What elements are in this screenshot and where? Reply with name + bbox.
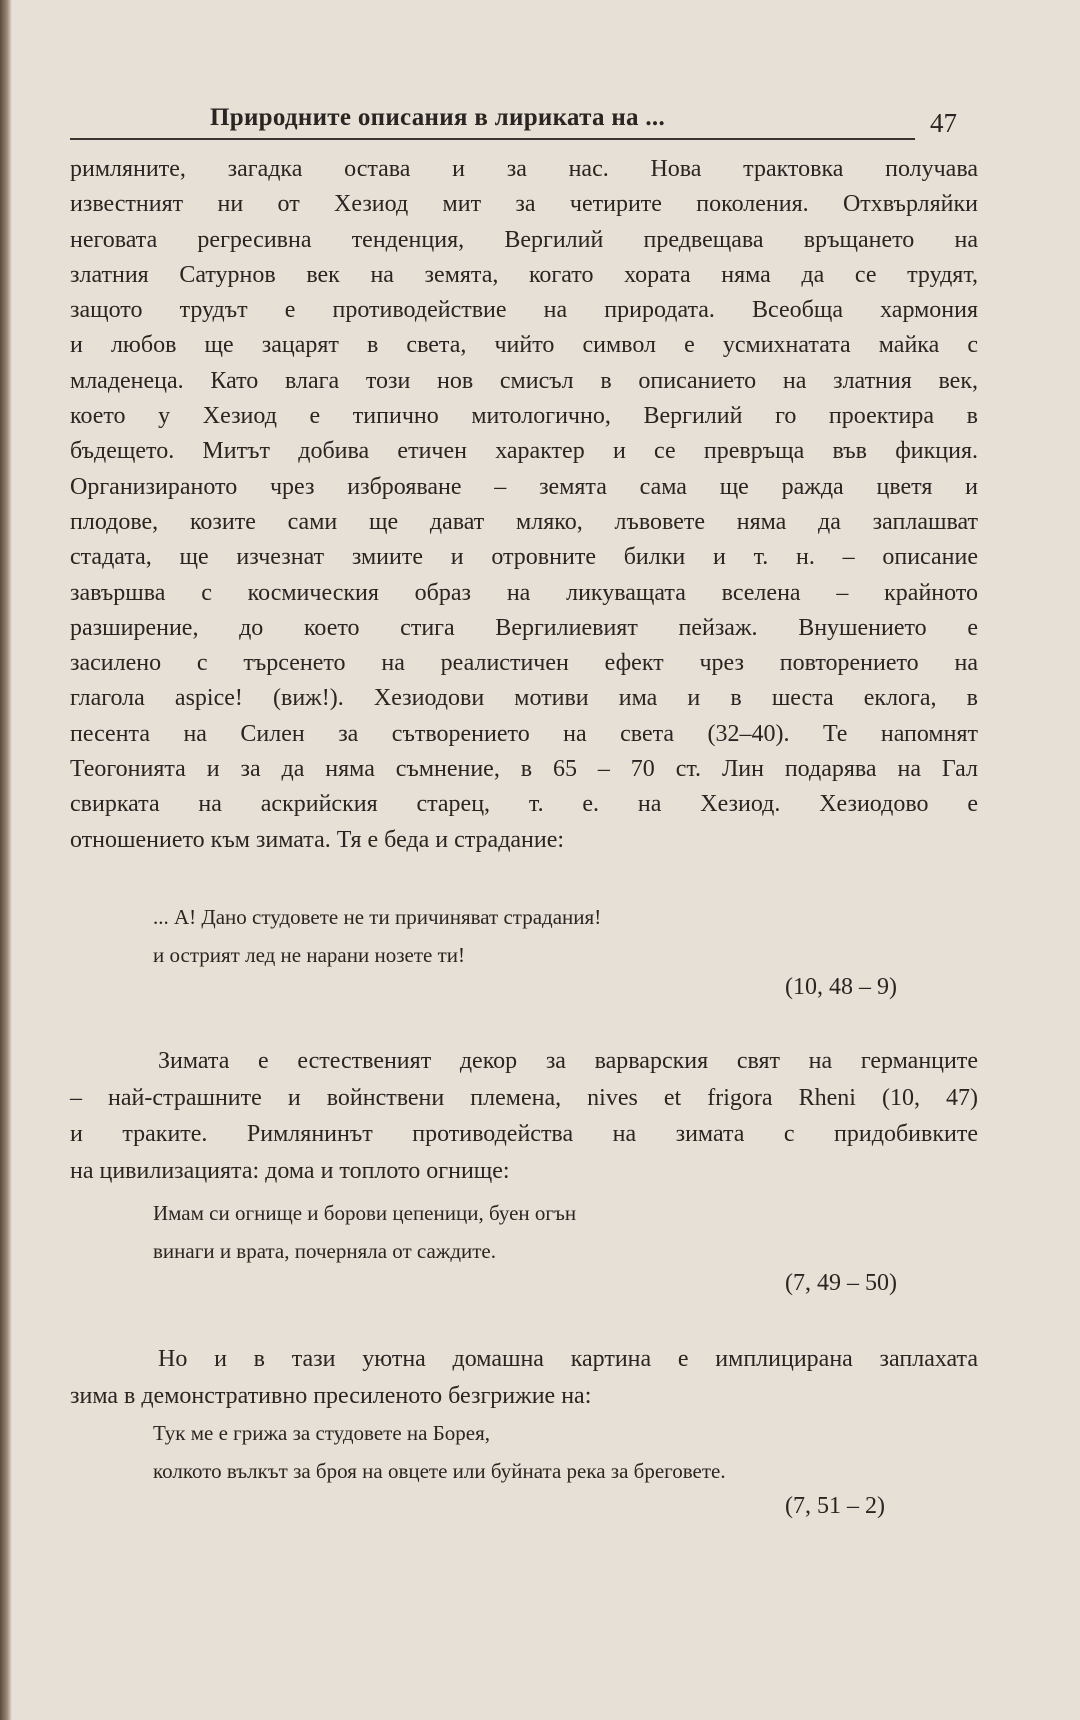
text-line: известният ни от Хезиод мит за четирите поколения. Отхвърляйки <box>70 191 978 218</box>
text-line: стадата, ще изчезнат змиите и отровните билки и т. н. – описание <box>70 544 978 571</box>
paragraph-3 <box>70 1341 978 1415</box>
running-header-title: Природните описания в лириката на ... <box>210 104 666 131</box>
text-line: – най-страшните и войнствени племена, nives et frigora Rheni (10, 47) <box>70 1084 978 1111</box>
verse-citation-3: (7, 51 – 2) <box>785 1493 885 1519</box>
verse-line: Тук ме е грижа за студовете на Борея, <box>153 1421 491 1445</box>
text-line: златния Сатурнов век на земята, когато хората няма да се трудят, <box>70 261 978 288</box>
text-line: завършва с космическия образ на ликуващата вселена – крайното <box>70 579 978 606</box>
header-rule <box>70 138 915 140</box>
verse-line: ... А! Дано студовете не ти причиняват страдания! <box>153 905 602 929</box>
text-line: защото трудът е противодействие на природата. Всеобща хармония <box>70 297 978 324</box>
paragraph-1 <box>70 152 978 858</box>
text-line: и любов ще зацарят в света, чийто символ е усмихнатата майка с <box>70 332 978 359</box>
text-line: младенеца. Като влага този нов смисъл в описанието на златния век, <box>70 367 978 394</box>
text-line: Но и в тази уютна домашна картина е имплицирана заплахата <box>158 1346 978 1372</box>
verse-citation-1: (10, 48 – 9) <box>785 974 897 1000</box>
text-line: песента на Силен за сътворението на света (32–40). Те напомнят <box>70 720 978 747</box>
text-line: Зимата е естественият декор за варварския свят на германците <box>158 1048 978 1074</box>
text-line: засилено с търсенето на реалистичен ефект чрез повторението на <box>70 650 978 677</box>
text-line: плодове, козите сами ще дават мляко, лъвовете няма да заплашват <box>70 508 978 535</box>
verse-quote-2 <box>153 1194 973 1270</box>
page-number: 47 <box>930 108 957 138</box>
verse-line: и острият лед не нарани нозете ти! <box>153 943 465 967</box>
verse-quote-3 <box>153 1414 973 1490</box>
text-line: бъдещето. Митът добива етичен характер и се превръща във фикция. <box>70 438 978 465</box>
verse-citation-2: (7, 49 – 50) <box>785 1270 897 1296</box>
text-line: глагола aspice! (виж!). Хезиодови мотиви има и в шеста еклога, в <box>70 685 978 712</box>
running-header <box>70 104 970 144</box>
text-line: разширение, до което стига Вергилиевият пейзаж. Внушението е <box>70 614 978 641</box>
paragraph-2 <box>70 1043 978 1189</box>
text-line: Организираното чрез изброяване – земята сама ще ражда цветя и <box>70 473 978 500</box>
verse-line: колкото вълкът за броя на овцете или буйната река за бреговете. <box>153 1459 726 1483</box>
text-line: неговата регресивна тенденция, Вергилий предвещава връщането на <box>70 226 978 253</box>
text-line: Теогонията и за да няма съмнение, в 65 – 70 ст. Лин подарява на Гал <box>70 756 978 783</box>
text-line: отношението към зимата. Тя е беда и страдание: <box>70 826 565 853</box>
verse-line: Имам си огнище и борови цепеници, буен огън <box>153 1201 577 1225</box>
text-line: зима в демонстративно пресиленото безгрижие на: <box>70 1383 592 1409</box>
text-line: римляните, загадка остава и за нас. Нова трактовка получава <box>70 156 978 182</box>
verse-quote-1 <box>153 898 973 974</box>
text-line: свирката на аскрийския старец, т. е. на Хезиод. Хезиодово е <box>70 791 978 818</box>
text-line: на цивилизацията: дома и топлото огнище: <box>70 1157 510 1184</box>
text-line: което у Хезиод е типично митологично, Вергилий го проектира в <box>70 403 978 430</box>
text-line: и траките. Римлянинът противодейства на зимата с придобивките <box>70 1121 978 1147</box>
verse-line: винаги и врата, почерняла от саждите. <box>153 1239 497 1263</box>
